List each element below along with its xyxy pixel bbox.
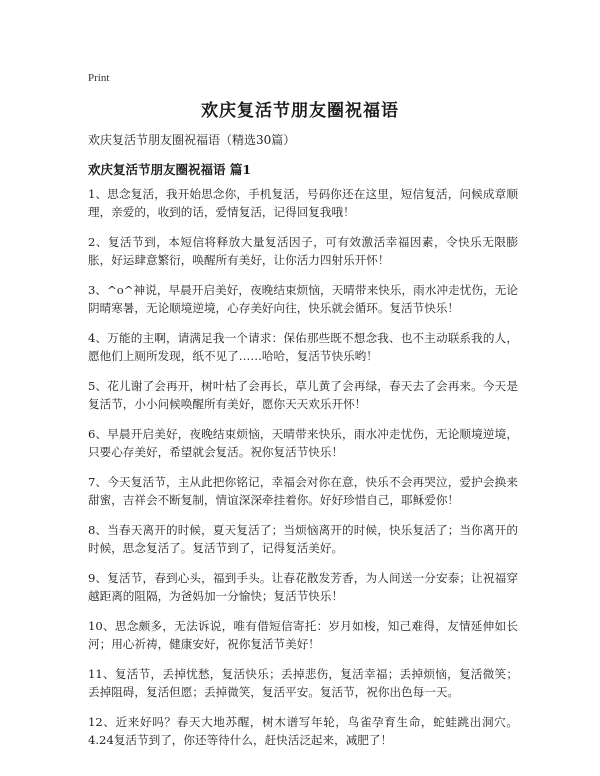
paragraph: 3、^o^神说，早晨开启美好，夜晚结束烦恼，天晴带来快乐，雨水冲走忧伤，无论阴晴寒暑，无论顺境逆境，心存美好向往，快乐就会循环。复活节快乐！	[88, 283, 518, 315]
paragraph: 10、思念颇多，无法诉说，唯有借短信寄托：岁月如梭，知己难得，友情延伸如长河；用心祈祷，健康安好，祝你复活节美好！	[88, 619, 518, 651]
print-link[interactable]: Print	[88, 72, 110, 84]
paragraph: 7、今天复活节，主从此把你铭记，幸福会对你在意，快乐不会再哭泣，爱护会换来甜蜜，吉祥会不断复制，情谊深深牵挂着你。好好珍惜自己，耶稣爱你！	[88, 475, 518, 507]
paragraph-list	[88, 185, 518, 761]
paragraph: 1、思念复活，我开始思念你，手机复活，号码你还在这里，短信复活，问候成章顺理，亲爱的，收到的话，爱情复活，记得回复我哦！	[88, 187, 518, 219]
paragraph: 12、近来好吗？春天大地苏醒，树木谱写年轮，鸟雀孕育生命，蛇蛙跳出洞穴。4.24复活节到了，你还等待什么，赶快活泛起来，减肥了！	[88, 715, 518, 747]
paragraph: 9、复活节，春到心头，福到手头。让春花散发芳香，为人间送一分安泰；让祝福穿越距离的阻隔，为爸妈加一分愉快；复活节快乐！	[88, 571, 518, 603]
paragraph: 5、花儿谢了会再开，树叶枯了会再长，草儿黄了会再绿，春天去了会再来。今天是复活节，小小问候唤醒所有美好，愿你天天欢乐开怀！	[88, 379, 518, 411]
paragraph: 6、早晨开启美好，夜晚结束烦恼，天晴带来快乐，雨水冲走忧伤，无论顺境逆境，只要心存美好，希望就会复活。祝你复活节快乐！	[88, 427, 518, 459]
paragraph: 2、复活节到，本短信将释放大量复活因子，可有效激活幸福因素，令快乐无限膨胀，好运肆意繁衍，唤醒所有美好，让你活力四射乐开怀！	[88, 235, 518, 267]
paragraph: 8、当春天离开的时候，夏天复活了；当烦恼离开的时候，快乐复活了；当你离开的时候，思念复活了。复活节到了，记得复活美好。	[88, 523, 518, 555]
paragraph: 11、复活节，丢掉忧愁，复活快乐；丢掉悲伤，复活幸福；丢掉烦恼，复活微笑；丢掉阻碍，复活但愿；丢掉微笑，复活平安。复活节，祝你出色每一天。	[88, 667, 518, 699]
section-heading: 欢庆复活节朋友圈祝福语 篇1	[88, 162, 252, 177]
document-subtitle: 欢庆复活节朋友圈祝福语（精选30篇）	[88, 133, 296, 147]
paragraph: 4、万能的主啊，请满足我一个请求：保佑那些既不想念我、也不主动联系我的人，愿他们上厕所发现，纸不见了……哈哈，复活节快乐哟！	[88, 331, 518, 363]
page-title: 欢庆复活节朋友圈祝福语	[201, 101, 399, 121]
